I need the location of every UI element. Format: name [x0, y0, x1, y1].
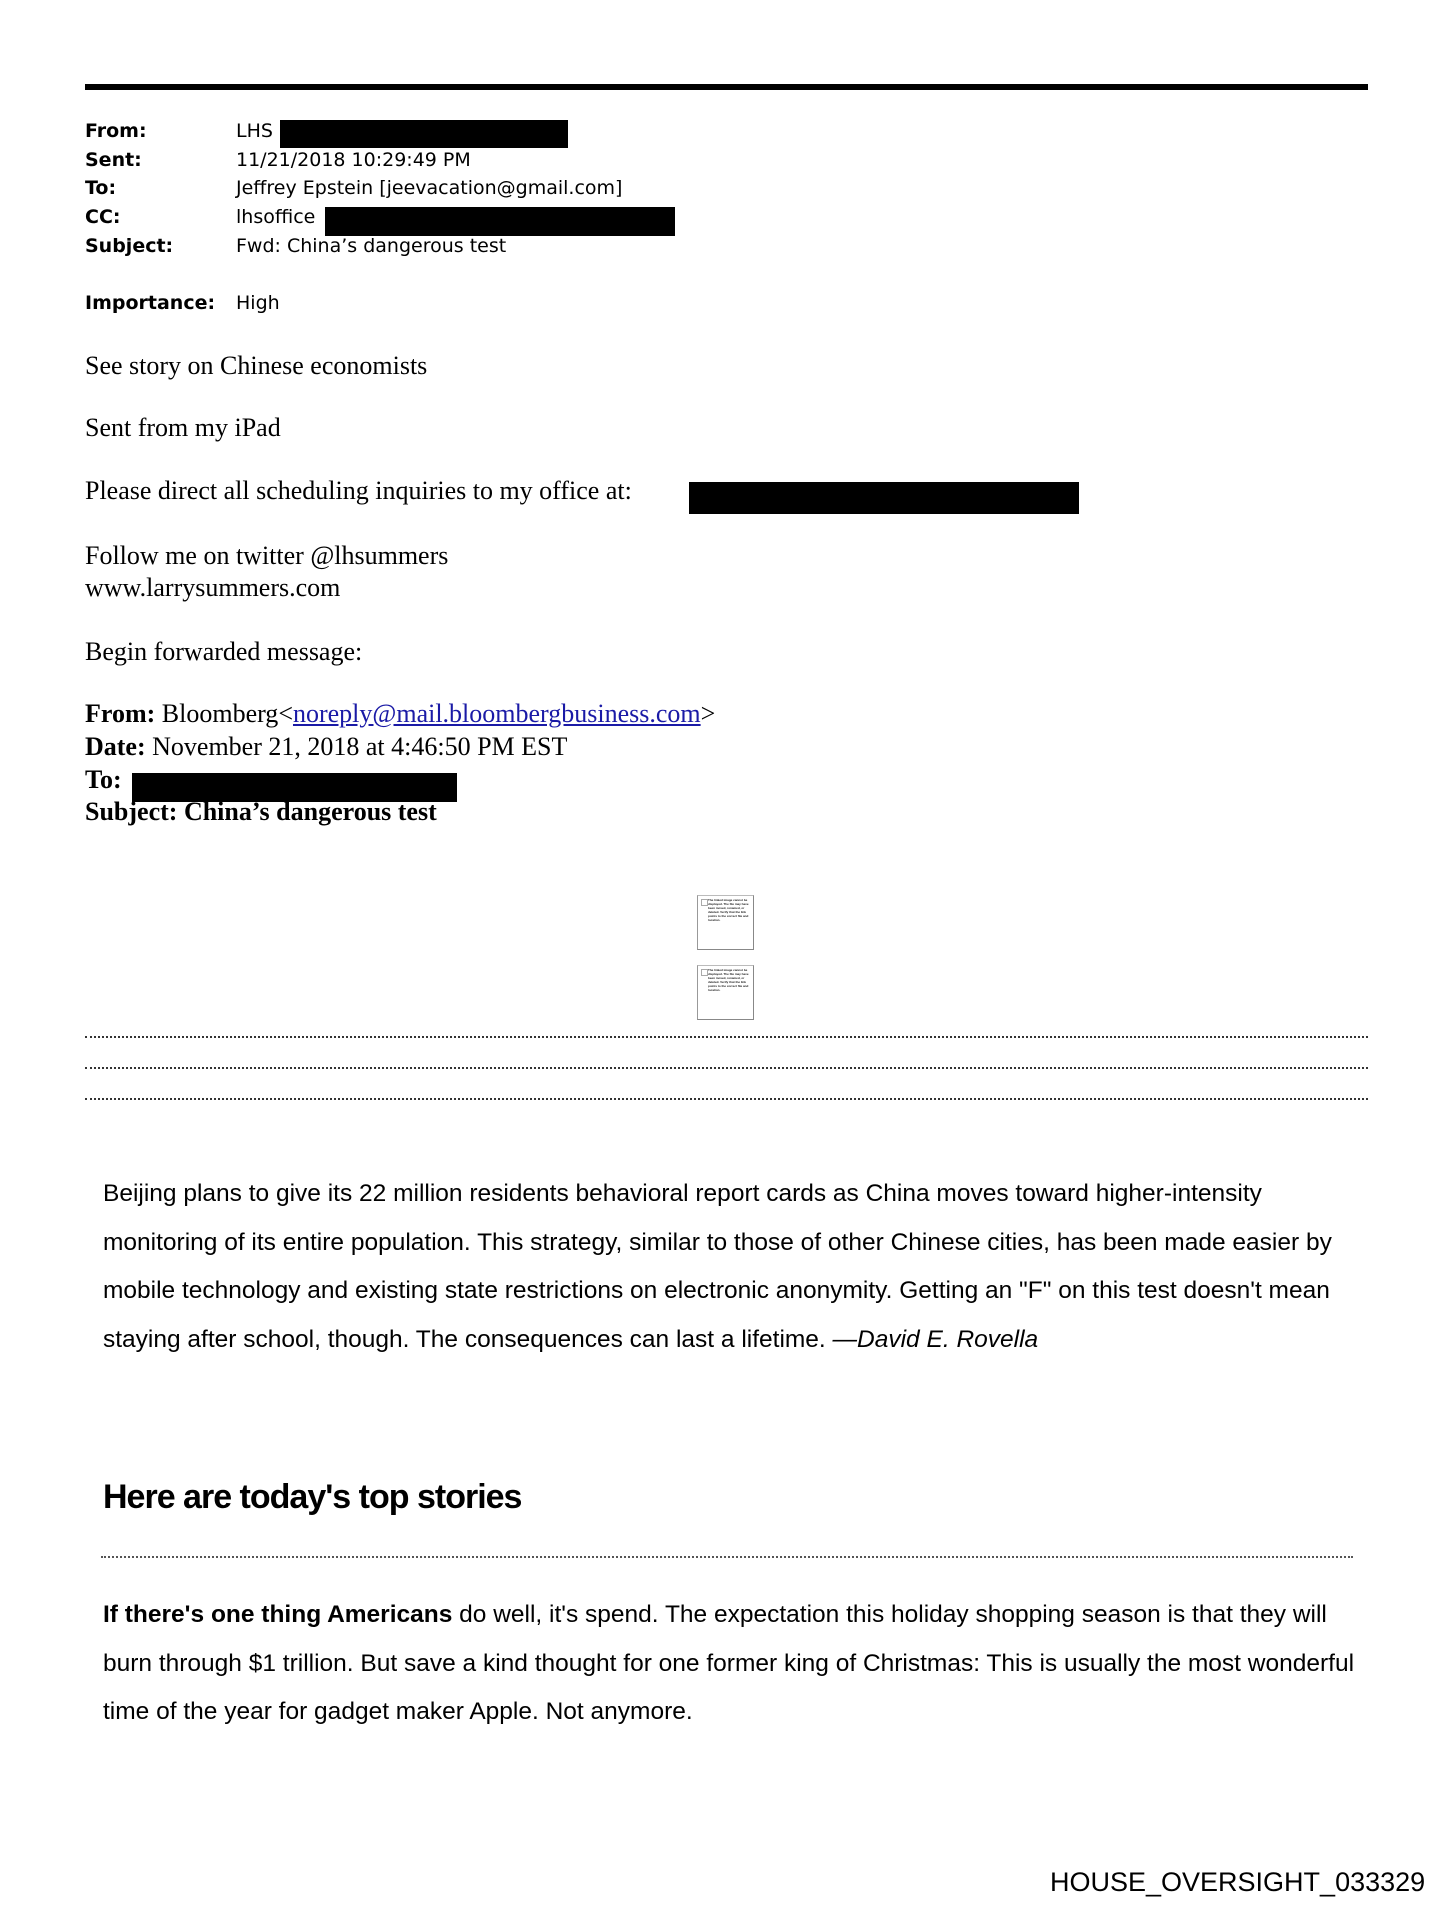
heading-divider — [101, 1556, 1353, 1558]
body-line-ipad: Sent from my iPad — [85, 413, 281, 442]
broken-image-text: The linked image cannot be displayed. The file may have been moved, renamed, or deleted. Verify that the link points to the correct file and location. — [708, 968, 749, 992]
intro-text: Beijing plans to give its 22 million residents behavioral report cards as China moves toward higher-intensity monitoring of its entire population. This strategy, similar to those of other Chinese cities, has been made easier by mobile technology and existing state restrictions on electronic anonymity. Getting an "F" on this test doesn't mean staying after school, though. The consequences can last a lifetime. — [103, 1180, 1332, 1353]
newsletter-intro — [103, 1170, 1363, 1364]
body-line-website: www.larrysummers.com — [85, 573, 341, 602]
cc-value: lhsoffice — [236, 206, 316, 228]
fwd-date-label: Date: — [85, 732, 146, 761]
from-label: From: — [85, 120, 147, 142]
fwd-from-name: Bloomberg — [161, 699, 279, 728]
broken-image-placeholder — [697, 895, 754, 950]
byline: —David E. Rovella — [832, 1325, 1039, 1353]
sent-label: Sent: — [85, 149, 142, 171]
fwd-from-email-link[interactable]: noreply@mail.bloombergbusiness.com — [292, 699, 701, 728]
top-story-paragraph — [103, 1591, 1363, 1737]
broken-image-icon — [701, 969, 708, 976]
story-lead-link[interactable]: If there's one thing Americans — [103, 1601, 453, 1628]
fwd-from-row — [85, 698, 715, 730]
fwd-subject-value: China’s dangerous test — [183, 797, 437, 826]
story-text: do well, it's spend. The expectation this holiday shopping season is that they will burn through $1 trillion. But save a kind thought for one former king of Christmas: This is usually the most wonderful time of the year for gadget maker Apple. Not anymore. — [103, 1601, 1355, 1725]
fwd-subject-row — [85, 796, 437, 828]
section-heading: Here are today's top stories — [103, 1478, 522, 1516]
importance-value: High — [236, 292, 280, 314]
sent-value: 11/21/2018 10:29:49 PM — [236, 149, 471, 171]
bates-number: HOUSE_OVERSIGHT_033329 — [1050, 1867, 1426, 1897]
fwd-from-open: < — [278, 699, 293, 728]
redaction-from — [280, 120, 568, 148]
dotted-divider — [85, 1067, 1368, 1069]
to-value: Jeffrey Epstein [jeevacation@gmail.com] — [236, 177, 623, 199]
fwd-to-row — [85, 764, 122, 796]
dotted-divider — [85, 1098, 1368, 1100]
to-label: To: — [85, 177, 117, 199]
fwd-date-row — [85, 731, 567, 763]
redaction-office-contact — [689, 482, 1079, 514]
body-line-forward-intro: Begin forwarded message: — [85, 637, 363, 666]
fwd-from-close: > — [700, 699, 716, 728]
subject-value: Fwd: China’s dangerous test — [236, 235, 507, 257]
body-line-twitter: Follow me on twitter @lhsummers — [85, 541, 449, 570]
broken-image-placeholder — [697, 965, 754, 1020]
cc-label: CC: — [85, 206, 121, 228]
top-rule — [85, 84, 1368, 90]
broken-image-icon — [701, 899, 708, 906]
body-line-scheduling: Please direct all scheduling inquiries to my office at: — [85, 476, 632, 505]
importance-label: Importance: — [85, 292, 216, 314]
broken-image-text: The linked image cannot be displayed. The file may have been moved, renamed, or deleted. Verify that the link points to the correct file and location. — [708, 898, 749, 922]
body-line-story: See story on Chinese economists — [85, 351, 428, 380]
fwd-subject-label: Subject: — [85, 797, 178, 826]
fwd-from-label: From: — [85, 699, 156, 728]
fwd-date-value: November 21, 2018 at 4:46:50 PM EST — [152, 732, 568, 761]
fwd-to-label: To: — [85, 765, 122, 794]
dotted-divider — [85, 1036, 1368, 1038]
from-value: LHS — [236, 120, 273, 142]
subject-label: Subject: — [85, 235, 174, 257]
